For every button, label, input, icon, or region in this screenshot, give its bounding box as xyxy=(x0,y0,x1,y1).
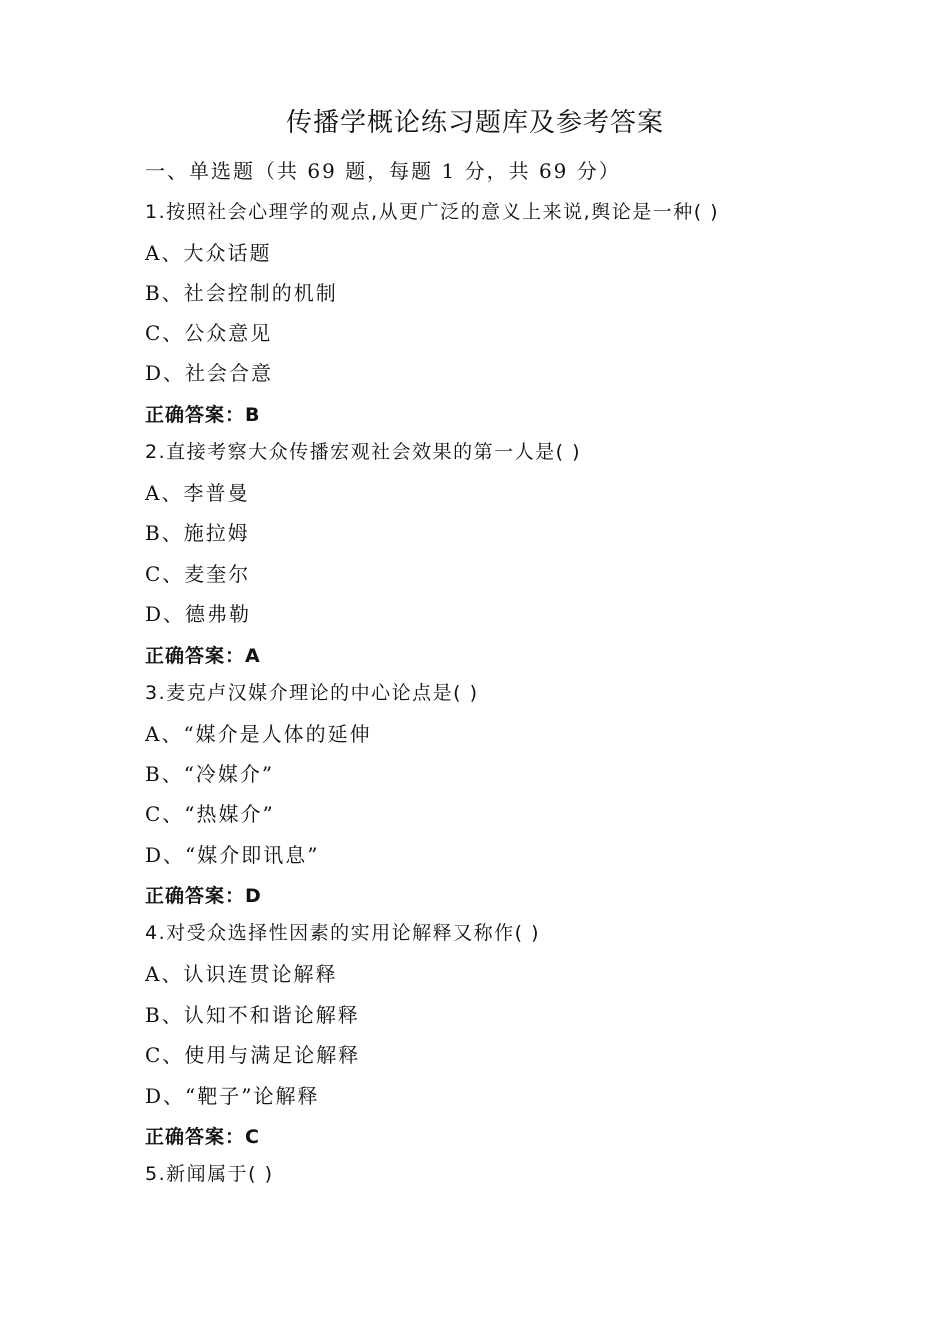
document-title: 传播学概论练习题库及参考答案 xyxy=(285,108,664,138)
option-c: C、公众意见 xyxy=(145,321,273,345)
correct-answer: 正确答案：C xyxy=(145,1126,260,1148)
option-b: B、社会控制的机制 xyxy=(145,281,338,305)
question-stem: 4.对受众选择性因素的实用论解释又称作( ) xyxy=(145,922,540,944)
section-heading: 一、单选题（共 69 题，每题 1 分，共 69 分） xyxy=(145,159,621,183)
option-c: C、“热媒介” xyxy=(145,802,275,826)
correct-answer: 正确答案：D xyxy=(145,885,262,907)
question-stem: 5.新闻属于( ) xyxy=(145,1163,274,1185)
option-b: B、施拉姆 xyxy=(145,521,250,545)
option-d: D、“靶子”论解释 xyxy=(145,1084,320,1108)
option-c: C、麦奎尔 xyxy=(145,562,251,586)
correct-answer: 正确答案：A xyxy=(145,645,261,667)
option-d: D、德弗勒 xyxy=(145,602,252,626)
question-stem: 2.直接考察大众传播宏观社会效果的第一人是( ) xyxy=(145,441,581,463)
correct-answer: 正确答案：B xyxy=(145,404,261,426)
option-b: B、“冷媒介” xyxy=(145,762,275,786)
question-stem: 3.麦克卢汉媒介理论的中心论点是( ) xyxy=(145,682,479,704)
option-b: B、认知不和谐论解释 xyxy=(145,1003,360,1027)
option-a: A、大众话题 xyxy=(145,241,272,265)
question-stem: 1.按照社会心理学的观点,从更广泛的意义上来说,舆论是一种( ) xyxy=(145,201,720,223)
option-d: D、“媒介即讯息” xyxy=(145,843,320,867)
option-a: A、李普曼 xyxy=(145,481,250,505)
option-a: A、认识连贯论解释 xyxy=(145,962,338,986)
option-c: C、使用与满足论解释 xyxy=(145,1043,361,1067)
option-d: D、社会合意 xyxy=(145,361,274,385)
option-a: A、“媒介是人体的延伸 xyxy=(145,722,372,746)
